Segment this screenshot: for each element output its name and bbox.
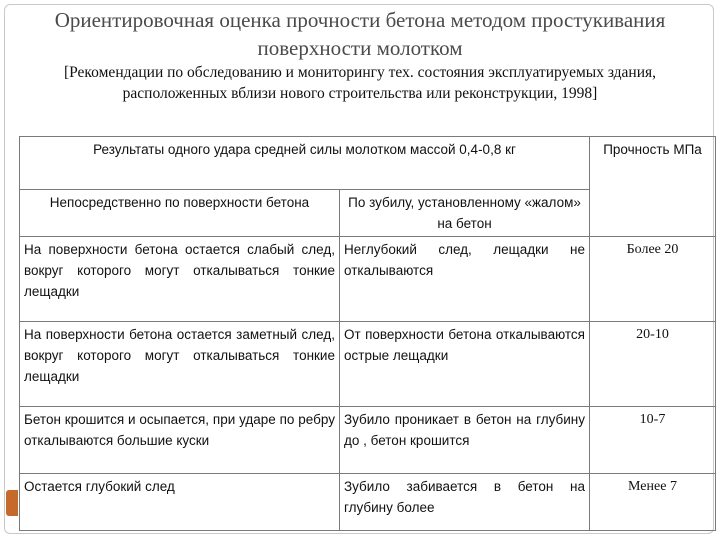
header-hammer-results: Результаты одного удара средней силы молотком массой 0,4-0,8 кг	[20, 137, 590, 190]
header-surface: Непосредственно по поверхности бетона	[20, 190, 340, 237]
header-chisel: По зубилу, установленному «жалом» на бетон	[340, 190, 590, 237]
cell-surface: Остается глубокий след	[20, 474, 340, 531]
header-strength: Прочность МПа	[590, 137, 716, 237]
cell-chisel: От поверхности бетона откалываются острые лещадки	[340, 322, 590, 407]
table-row	[20, 322, 716, 407]
table-row	[20, 237, 716, 322]
slide-subtitle: [Рекомендации по обследованию и мониторингу тех. состояния эксплуатируемых здания, расположенных вблизи нового строительства или реконструкции, 1998]	[63, 64, 657, 102]
cell-strength: Более 20	[590, 237, 716, 322]
slide-corner-mark	[6, 490, 18, 516]
cell-strength: 10-7	[590, 407, 716, 474]
table-row	[20, 474, 716, 531]
table-row	[20, 407, 716, 474]
cell-strength: Менее 7	[590, 474, 716, 531]
cell-strength: 20-10	[590, 322, 716, 407]
slide-title: Ориентировочная оценка прочности бетона методом простукивания поверхности молотком	[54, 8, 666, 60]
cell-surface: На поверхности бетона остается слабый след, вокруг которого могут откалываться тонкие лещадки	[20, 237, 340, 322]
cell-surface: На поверхности бетона остается заметный след, вокруг которого могут откалываться тонкие лещадки	[20, 322, 340, 407]
cell-chisel: Зубило забивается в бетон на глубину более	[340, 474, 590, 531]
cell-chisel: Неглубокий след, лещадки не откалываются	[340, 237, 590, 322]
strength-table	[19, 136, 716, 531]
table-header-row	[20, 137, 716, 190]
cell-chisel: Зубило проникает в бетон на глубину до , бетон крошится	[340, 407, 590, 474]
cell-surface: Бетон крошится и осыпается, при ударе по ребру откалываются большие куски	[20, 407, 340, 474]
